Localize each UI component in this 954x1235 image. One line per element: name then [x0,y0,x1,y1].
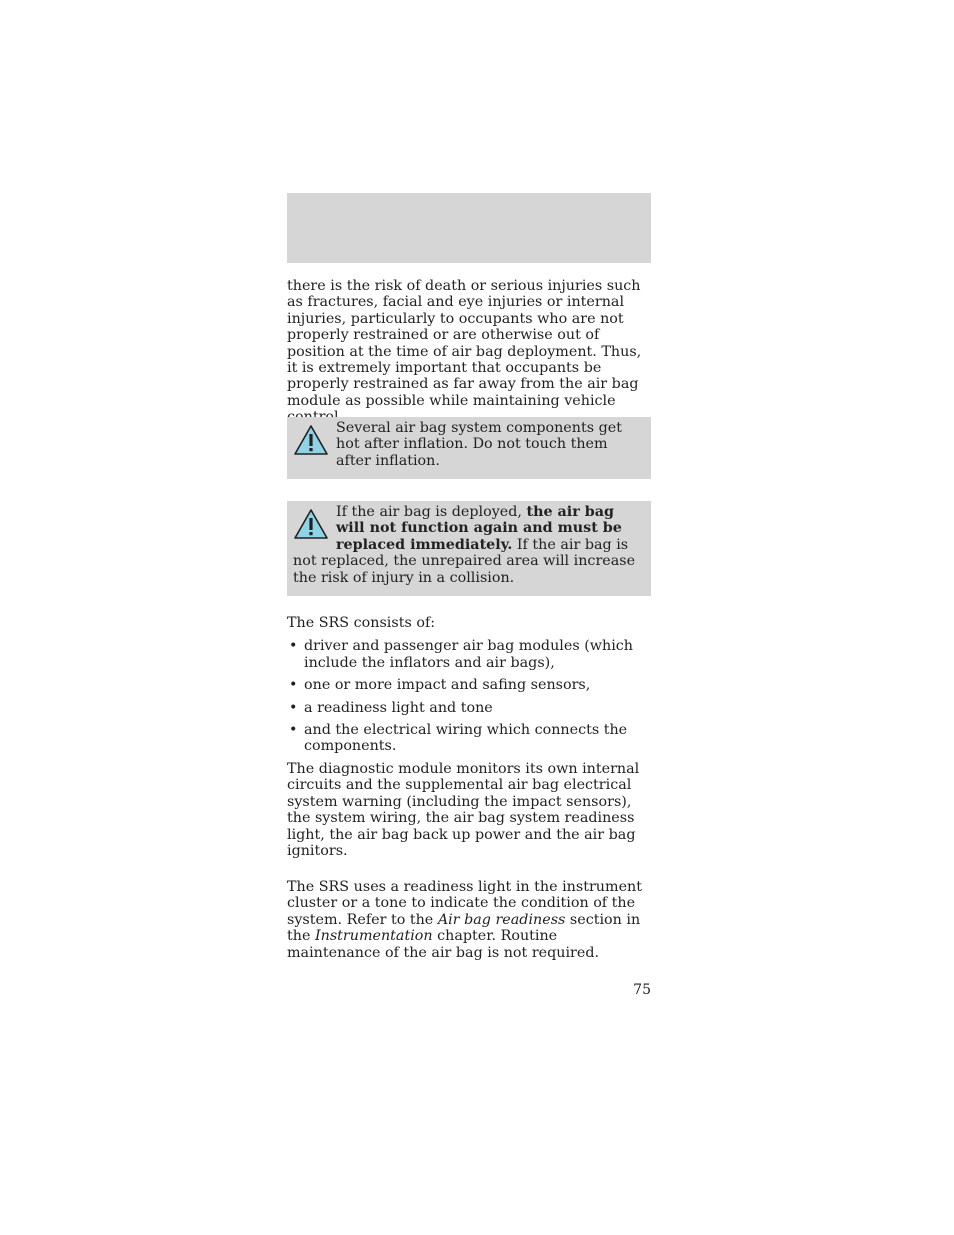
list-item-text: and the electrical wiring which connects the components. [304,722,628,755]
list-item-text: a readiness light and tone [304,699,493,716]
srs-components-section [287,615,651,761]
air-bag-readiness-reference: Air bag readiness [437,911,566,928]
warning-box-deployed [287,501,651,596]
readiness-text-part: chapter. Routine maintenance of the air bag is not required. [287,928,600,961]
warning-lead-text: If the air bag is deployed, [336,504,527,520]
list-item [287,677,651,693]
srs-bullet-list [287,638,651,754]
readiness-paragraph [287,879,651,961]
list-item [287,638,651,671]
readiness-text-part: The SRS uses a readiness light in the instrument cluster or a tone to indicate the condition of the system. Refer to the [287,879,642,928]
warning-box-hot-components [287,417,651,479]
list-item-text: driver and passenger air bag modules (which include the inflators and air bags), [304,638,634,671]
bullet-dot: • [289,677,298,694]
list-item [287,700,651,716]
list-item [287,722,651,755]
readiness-text [287,879,651,961]
intro-paragraph [287,278,651,426]
page-number: 75 [633,982,651,998]
warning-text: Several air bag system components get hot after inflation. Do not touch them after inflation. [336,420,622,469]
instrumentation-reference: Instrumentation [314,928,433,945]
intro-text: there is the risk of death or serious injuries such as fractures, facial and eye injuries or internal injuries, particularly to occupants who are not properly restrained or are otherwise out of position at the time of air bag deployment. Thus, it is extremely important that occupants be properly restrained as far away from the air bag module as possible while maintaining vehicle [287,278,642,409]
bullet-dot: • [289,638,298,655]
section-header-band [287,193,651,263]
warning-triangle-icon [293,424,329,456]
readiness-text-part: section in the [287,911,641,945]
srs-intro: The SRS consists of: [287,615,436,631]
diagnostic-paragraph [287,761,651,859]
warning-bold-text: the air bag will not function again and must be replaced immediately. [336,504,622,553]
list-item-text: one or more impact and safing sensors, [304,677,591,694]
bullet-dot: • [289,699,298,716]
diagnostic-text: The diagnostic module monitors its own internal circuits and the supplemental air bag electrical system warning (including the impact sensors), the system wiring, the air bag system readiness light, the air bag back up power and the air bag ignitors. [287,761,640,860]
bullet-dot: • [289,722,298,739]
warning-tail-text: If the air bag is not replaced, the unrepaired area will increase the risk of injury in a collision. [293,536,636,586]
warning-triangle-icon [293,508,329,540]
